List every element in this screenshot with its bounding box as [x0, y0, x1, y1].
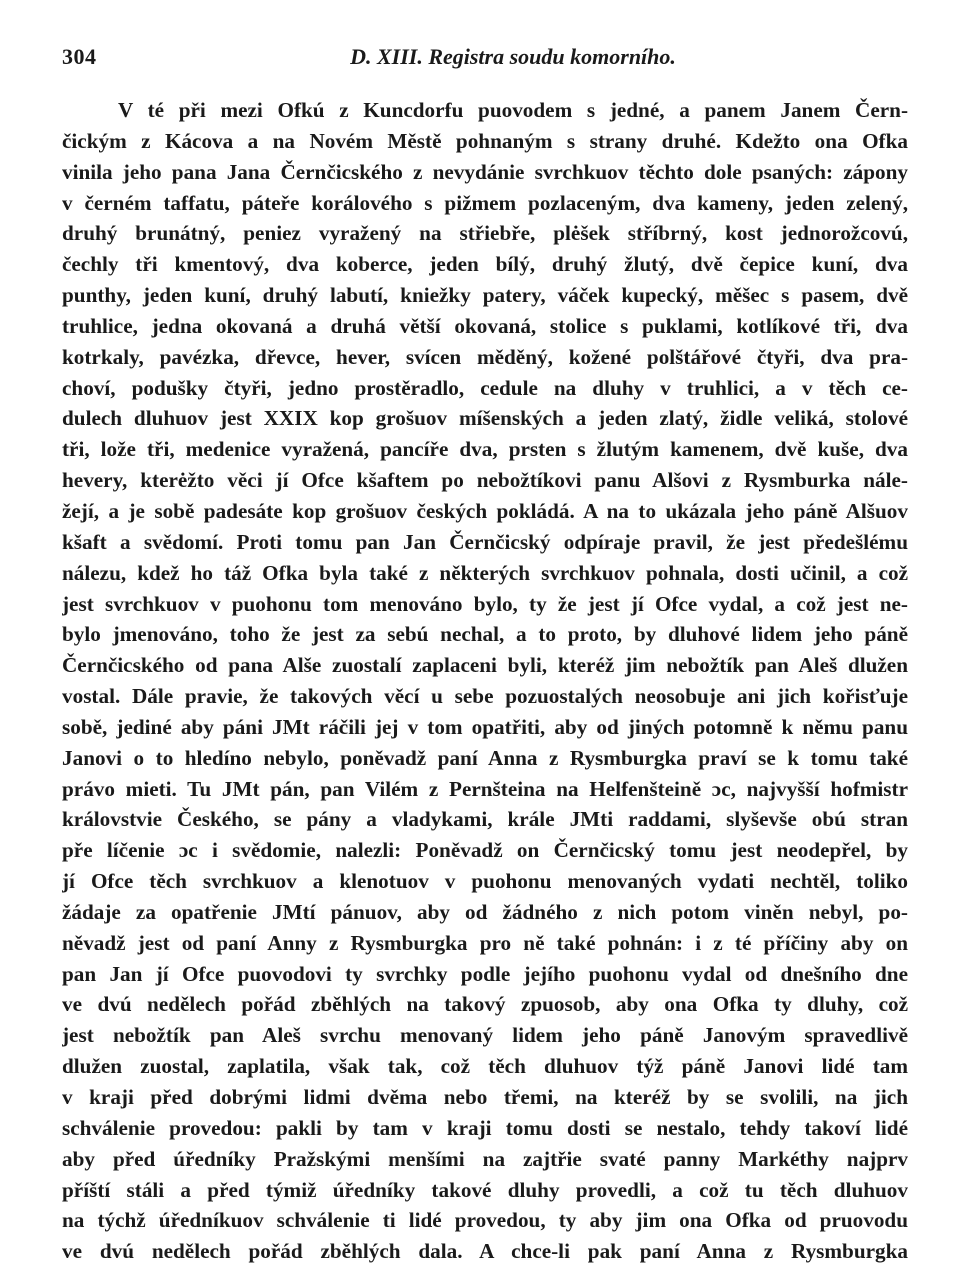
text-line: jest nebožtík pan Aleš svrchu menovaný lidem jeho páně Janovým spravedlivě	[62, 1023, 908, 1048]
text-line: punthy, jeden kuní, druhý labutí, kniežky patery, váček kupecký, měšec s pasem, dvě	[62, 283, 908, 308]
text-line: žejí, a je sobě padesáte kop grošuov českých pokládá. A na to ukázala jeho páně Alšuov	[62, 498, 908, 523]
text-line: Janovi o to hledíno nebylo, poněvadž paní Anna z Rysmburgka praví se k tomu také	[62, 745, 908, 770]
text-line: nálezu, kdež ho táž Ofka byla také z některých svrchkuov pohnala, dosti učinil, a což	[62, 560, 908, 585]
text-line: pan Jan jí Ofce puovodovi ty svrchky podle jejího puohonu vydal od dnešního dne	[62, 961, 908, 986]
text-line: tři, lože tři, medenice vyražená, pancíře dva, prsten s žlutým kamenem, dvě kuše, dva	[62, 437, 908, 462]
text-line: čickým z Kácova a na Novém Městě pohnaným s strany druhé. Kdežto ona Ofka	[62, 128, 908, 153]
text-line: v kraji před dobrými lidmi dvěma nebo třemi, na kteréž by se svolili, na jich	[62, 1085, 908, 1109]
text-line: kotrkaly, pavézka, dřevce, hever, svícen měděný, kožené polštářové čtyři, dva pra-	[62, 344, 908, 369]
text-line: druhý brunátný, peniez vyražený na střiebře, plėšek stříbrný, kost jednorožcovú,	[62, 221, 908, 246]
text-line: kšaft a svědomí. Proti tomu pan Jan Černčicský odpíraje pravil, že jest předešlému	[62, 529, 908, 554]
body-text	[62, 95, 908, 1267]
text-line: dlužen zuostal, zaplatila, však tak, což těch dluhuov týž páně Janovi lidé tam	[62, 1054, 908, 1079]
text-line: aby před úředníky Pražskými menšími na zajtřie svaté panny Markéthy najprv	[62, 1146, 908, 1171]
text-line: bylo jmenováno, toho že jest za sebú nechal, a to proto, by dluhové lidem jeho páně	[62, 622, 908, 647]
text-line: schválenie provedou: pakli by tam v kraji tomu dosti se nestalo, tehdy takoví lidé	[62, 1115, 908, 1140]
text-line: pře líčenie ɔc i svědomie, nalezli: Poněvadž on Černčicský tomu jest neodepřel, by	[62, 838, 908, 863]
text-line: vostal. Dále pravie, že takových věcí u sebe pozuostalých neosobuje ani jich kořisťuje	[62, 684, 908, 709]
text-line: královstvie Českého, se pány a vladykami, krále JMti raddami, slyševše obú stran	[62, 807, 908, 832]
text-line: jest svrchkuov v puohonu tom menováno bylo, ty že jest jí Ofce vydal, a což jest ne-	[62, 591, 908, 616]
page-header	[62, 44, 908, 78]
text-line: jí Ofce těch svrchkuov a klenotuov v puohonu menovaných vydati nechtěl, toliko	[62, 869, 908, 894]
text-line: hevery, kterėžto věci jí Ofce kšaftem po nebožtíkovi panu Alšovi z Rysmburka nále-	[62, 468, 908, 493]
text-line: Černčicského od pana Alše zuostalí zaplaceni byli, kteréž jim nebožtík pan Aleš dlužen	[62, 653, 908, 678]
page-number: 304	[62, 44, 97, 69]
text-line: právo mieti. Tu JMt pán, pan Vilém z Pernšteina na Helfenšteině ɔc, najvyšší hofmistr	[62, 776, 908, 801]
text-line: sobě, jediné aby páni JMt ráčili jej v tom opatřiti, aby od jiných potomně k němu panu	[62, 714, 908, 739]
text-line: na týchž úředníkuov schválenie ti lidé provedou, ty aby jim ona Ofka od pruovodu	[62, 1208, 908, 1233]
text-line: dulech dluhuov jest XXIX kop grošuov míšenských a jeden zlatý, židle veliká, stolové	[62, 406, 908, 431]
text-line: truhlice, jedna okovaná a druhá větší okovaná, stolice s puklami, kotlíkové tři, dva	[62, 313, 908, 338]
text-line: příští stáli a před týmiž úředníky takové dluhy provedli, a což tu těch dluhuov	[62, 1177, 908, 1202]
text-line: něvadž jest od paní Anny z Rysmburgka pro ně také pohnán: i z té příčiny aby on	[62, 930, 908, 955]
text-line: vinila jeho pana Jana Černčicského z nevydánie svrchkuov těchto dole psaných: zápony	[62, 159, 908, 184]
running-title: D. XIII. Registra soudu komorního.	[350, 44, 676, 69]
text-line: ve dvú nedělech pořád zběhlých dala. A chce-li pak paní Anna z Rysmburgka	[62, 1239, 908, 1264]
text-line: V té při mezi Ofkú z Kuncdorfu puovodem s jedné, a panem Janem Čern-	[118, 98, 908, 122]
text-line: čechly tři kmentový, dva koberce, jeden bílý, druhý žlutý, dvě čepice kuní, dva	[62, 252, 908, 277]
text-line: choví, podušky čtyři, jedno prostěradlo, cedule na dluhy v truhlici, a v těch ce-	[62, 375, 908, 400]
text-line: žádaje za opatřenie JMtí pánuov, aby od žádného z nich potom viněn nebyl, po-	[62, 899, 908, 924]
text-line: ve dvú nedělech pořád zběhlých na takový zpuosob, aby ona Ofka ty dluhy, což	[62, 992, 908, 1017]
text-line: v černém taffatu, páteře korálového s pižmem pozlaceným, dva kameny, jeden zelený,	[62, 190, 908, 215]
